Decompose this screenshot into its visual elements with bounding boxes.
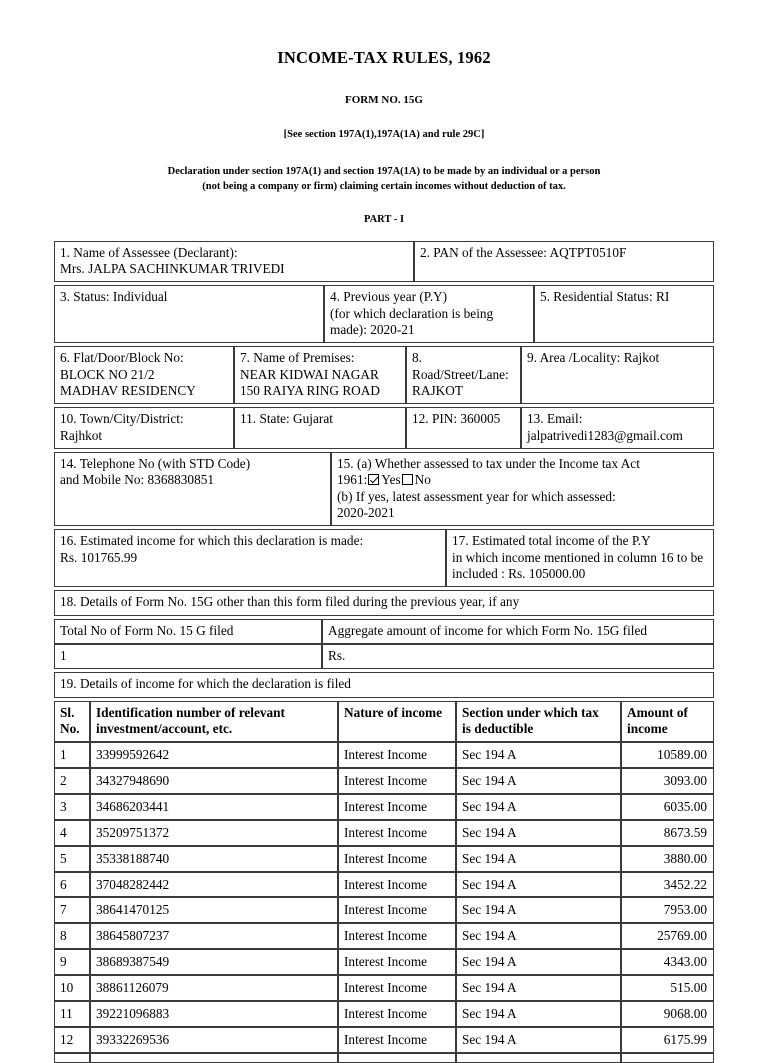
- cell-amount: 10589.00: [621, 742, 714, 768]
- declaration-line-1: Declaration under section 197A(1) and section 197A(1A) to be made by an individual or a person: [167, 165, 601, 177]
- cell-nature: Interest Income: [338, 742, 456, 768]
- form-section-contact-assessment: [54, 452, 714, 526]
- field-4-line-1: 4. Previous year (P.Y): [330, 289, 448, 305]
- cell-identification: 37048282442: [90, 872, 338, 898]
- cell-sl-no: 1: [54, 742, 90, 768]
- cell-section: Sec 194 A: [456, 1001, 621, 1027]
- field-flat-door-block[interactable]: [54, 346, 234, 404]
- field-email[interactable]: [521, 407, 714, 449]
- field-18-col2-header: Aggregate amount of income for which Form No. 15G filed: [322, 619, 714, 644]
- cell-identification: 39221096883: [90, 1001, 338, 1027]
- field-6-label: 6. Flat/Door/Block No:: [60, 350, 184, 366]
- field-10-label: 10. Town/City/District:: [60, 411, 184, 427]
- column-header-nature-of-income: Nature of income: [338, 701, 456, 742]
- field-pan[interactable]: 2. PAN of the Assessee: AQTPT0510F: [414, 241, 714, 283]
- cell-sl-no: 2: [54, 768, 90, 794]
- checkbox-no-label: No: [414, 472, 431, 488]
- cell-section: Sec 194 A: [456, 897, 621, 923]
- field-previous-year[interactable]: [324, 285, 534, 343]
- cell-amount: [621, 1053, 714, 1063]
- field-15a-line-1: 15. (a) Whether assessed to tax under the Income tax Act: [337, 456, 640, 472]
- field-name-of-assessee[interactable]: [54, 241, 414, 283]
- cell-nature: [338, 1053, 456, 1063]
- field-8-label-line-1: 8.: [412, 350, 422, 366]
- cell-nature: Interest Income: [338, 949, 456, 975]
- field-7-value-line-2: 150 RAIYA RING ROAD: [240, 383, 380, 399]
- column-header-amount-line-1: Amount of: [627, 704, 688, 720]
- cell-section: Sec 194 A: [456, 923, 621, 949]
- field-8-label-line-2: Road/Street/Lane:: [412, 366, 509, 382]
- cell-identification: 35338188740: [90, 846, 338, 872]
- field-19-heading: 19. Details of income for which the declaration is filed: [54, 672, 714, 697]
- field-18-col2-value[interactable]: Rs.: [322, 644, 714, 669]
- cell-nature: Interest Income: [338, 897, 456, 923]
- cell-section: Sec 194 A: [456, 794, 621, 820]
- field-6-value-line-1: BLOCK NO 21/2: [60, 366, 155, 382]
- field-18-heading: 18. Details of Form No. 15G other than this form filed during the previous year, if any: [54, 590, 714, 615]
- field-telephone-mobile[interactable]: [54, 452, 331, 526]
- checkbox-no-icon[interactable]: [402, 474, 413, 485]
- table-row[interactable]: [54, 794, 714, 820]
- form-row-18-heading: [54, 590, 714, 615]
- cell-nature: Interest Income: [338, 820, 456, 846]
- field-pin[interactable]: 12. PIN: 360005: [406, 407, 521, 449]
- field-state[interactable]: 11. State: Gujarat: [234, 407, 406, 449]
- cell-amount: 7953.00: [621, 897, 714, 923]
- field-estimated-income-declared[interactable]: [54, 529, 446, 587]
- cell-section: [456, 1053, 621, 1063]
- cell-amount: 8673.59: [621, 820, 714, 846]
- cell-nature: Interest Income: [338, 1027, 456, 1053]
- form-section-address-2: [54, 407, 714, 449]
- form-row-18-values: [54, 644, 714, 669]
- cell-sl-no: 5: [54, 846, 90, 872]
- field-status[interactable]: 3. Status: Individual: [54, 285, 324, 343]
- table-row[interactable]: [54, 846, 714, 872]
- cell-nature: Interest Income: [338, 846, 456, 872]
- field-estimated-total-income[interactable]: [446, 529, 714, 587]
- cell-sl-no: 10: [54, 975, 90, 1001]
- column-header-amount-line-2: income: [627, 720, 668, 736]
- table-row[interactable]: [54, 1027, 714, 1053]
- cell-nature: Interest Income: [338, 768, 456, 794]
- column-header-id-line-1: Identification number of relevant: [96, 704, 285, 720]
- cell-nature: Interest Income: [338, 872, 456, 898]
- cell-amount: 25769.00: [621, 923, 714, 949]
- field-6-value-line-2: MADHAV RESIDENCY: [60, 383, 196, 399]
- cell-identification: 39332269536: [90, 1027, 338, 1053]
- table-row[interactable]: [54, 923, 714, 949]
- income-table-body: [54, 742, 714, 1063]
- field-4-line-2: (for which declaration is being: [330, 305, 494, 321]
- cell-sl-no: 6: [54, 872, 90, 898]
- income-table-head: [54, 701, 714, 742]
- form-row-3-5: [54, 285, 714, 343]
- field-assessed-to-tax[interactable]: [331, 452, 714, 526]
- cell-identification: 38641470125: [90, 897, 338, 923]
- field-10-value: Rajhkot: [60, 427, 103, 443]
- cell-section: Sec 194 A: [456, 820, 621, 846]
- cell-nature: Interest Income: [338, 794, 456, 820]
- field-4-line-3: made): 2020-21: [330, 321, 415, 337]
- cell-nature: Interest Income: [338, 975, 456, 1001]
- table-row[interactable]: [54, 768, 714, 794]
- part-label: PART - I: [363, 214, 405, 226]
- field-13-label: 13. Email:: [527, 411, 583, 427]
- column-header-section: [456, 701, 621, 742]
- cell-identification: 38689387549: [90, 949, 338, 975]
- cell-section: Sec 194 A: [456, 872, 621, 898]
- cell-amount: 3880.00: [621, 846, 714, 872]
- cell-amount: 4343.00: [621, 949, 714, 975]
- cell-amount: 3093.00: [621, 768, 714, 794]
- cell-amount: 6175.99: [621, 1027, 714, 1053]
- cell-section: Sec 194 A: [456, 742, 621, 768]
- see-section-reference: [See section 197A(1),197A(1A) and rule 29C]: [283, 128, 485, 140]
- form-row-18-headers: [54, 619, 714, 644]
- cell-identification: 34327948690: [90, 768, 338, 794]
- form-row-6-9: [54, 346, 714, 404]
- column-header-sl-no: [54, 701, 90, 742]
- page-title: INCOME-TAX RULES, 1962: [277, 48, 491, 67]
- table-row[interactable]: [54, 897, 714, 923]
- field-13-value: jalpatrivedi1283@gmail.com: [527, 427, 683, 443]
- column-header-sl-line-2: No.: [60, 720, 80, 736]
- checkbox-yes-icon[interactable]: [368, 474, 379, 485]
- cell-sl-no: 3: [54, 794, 90, 820]
- field-15b-line-1: (b) If yes, latest assessment year for which assessed:: [337, 488, 616, 504]
- column-header-amount-of-income: [621, 701, 714, 742]
- form-section-18-heading: [54, 590, 714, 615]
- cell-amount: 9068.00: [621, 1001, 714, 1027]
- cell-amount: 3452.22: [621, 872, 714, 898]
- form-row-14-15: [54, 452, 714, 526]
- cell-amount: 6035.00: [621, 794, 714, 820]
- field-14-line-2: and Mobile No: 8368830851: [60, 472, 215, 488]
- cell-nature: Interest Income: [338, 1001, 456, 1027]
- field-road-street-lane[interactable]: [406, 346, 521, 404]
- field-1-label: 1. Name of Assessee (Declarant):: [60, 244, 238, 260]
- form-section-18-table: [54, 619, 714, 670]
- form-row-19-heading: [54, 672, 714, 697]
- field-16-line-1: 16. Estimated income for which this declaration is made:: [60, 533, 364, 549]
- cell-sl-no: 11: [54, 1001, 90, 1027]
- field-16-line-2: Rs. 101765.99: [60, 549, 138, 565]
- cell-section: Sec 194 A: [456, 975, 621, 1001]
- column-header-section-line-2: is deductible: [462, 720, 534, 736]
- field-15a-checkbox-line: [337, 472, 709, 488]
- table-row[interactable]: [54, 1053, 714, 1063]
- field-name-of-premises[interactable]: [234, 346, 406, 404]
- cell-identification: 35209751372: [90, 820, 338, 846]
- form-row-16-17: [54, 529, 714, 587]
- cell-identification: 33999592642: [90, 742, 338, 768]
- form-section-status: [54, 285, 714, 343]
- table-row[interactable]: [54, 975, 714, 1001]
- cell-nature: Interest Income: [338, 923, 456, 949]
- checkbox-yes-label: Yes: [381, 472, 401, 488]
- cell-sl-no: 9: [54, 949, 90, 975]
- field-1-value: Mrs. JALPA SACHINKUMAR TRIVEDI: [60, 260, 285, 276]
- declaration-statement: [0, 164, 768, 194]
- form-section-estimated-income: [54, 529, 714, 587]
- form-body: [54, 241, 714, 1063]
- field-14-line-1: 14. Telephone No (with STD Code): [60, 456, 251, 472]
- field-17-line-1: 17. Estimated total income of the P.Y: [452, 533, 651, 549]
- cell-section: Sec 194 A: [456, 949, 621, 975]
- table-row[interactable]: [54, 1001, 714, 1027]
- column-header-identification-number: [90, 701, 338, 742]
- form-row-10-13: [54, 407, 714, 449]
- table-row[interactable]: [54, 742, 714, 768]
- cell-sl-no: 12: [54, 1027, 90, 1053]
- form-section-19-heading: [54, 672, 714, 697]
- form-section-identity: [54, 241, 714, 283]
- income-details-table: [54, 701, 714, 1063]
- column-header-id-line-2: investment/account, etc.: [96, 720, 233, 736]
- cell-section: Sec 194 A: [456, 1027, 621, 1053]
- cell-sl-no: 7: [54, 897, 90, 923]
- cell-sl-no: [54, 1053, 90, 1063]
- field-15b-value: 2020-2021: [337, 505, 395, 521]
- table-row[interactable]: [54, 872, 714, 898]
- table-row[interactable]: [54, 949, 714, 975]
- field-area-locality[interactable]: 9. Area /Locality: Rajkot: [521, 346, 714, 404]
- cell-identification: 38645807237: [90, 923, 338, 949]
- cell-amount: 515.00: [621, 975, 714, 1001]
- field-7-value-line-1: NEAR KIDWAI NAGAR: [240, 366, 379, 382]
- income-table-header-row: [54, 701, 714, 742]
- table-row[interactable]: [54, 820, 714, 846]
- form-row-1-2: [54, 241, 714, 283]
- field-18-col1-value[interactable]: 1: [54, 644, 322, 669]
- form-section-address-1: [54, 346, 714, 404]
- cell-sl-no: 8: [54, 923, 90, 949]
- form-number: FORM NO. 15G: [345, 93, 423, 106]
- cell-identification: [90, 1053, 338, 1063]
- field-17-line-3: included : Rs. 105000.00: [452, 566, 586, 582]
- cell-identification: 34686203441: [90, 794, 338, 820]
- cell-section: Sec 194 A: [456, 768, 621, 794]
- column-header-section-line-1: Section under which tax: [462, 704, 599, 720]
- declaration-line-2: (not being a company or firm) claiming certain incomes without deduction of tax.: [202, 180, 566, 192]
- cell-section: Sec 194 A: [456, 846, 621, 872]
- document-header: [0, 0, 768, 227]
- field-18-col1-header: Total No of Form No. 15 G filed: [54, 619, 322, 644]
- cell-sl-no: 4: [54, 820, 90, 846]
- field-17-line-2: in which income mentioned in column 16 to be: [452, 549, 704, 565]
- field-town-city-district[interactable]: [54, 407, 234, 449]
- field-7-label: 7. Name of Premises:: [240, 350, 355, 366]
- column-header-sl-line-1: Sl.: [60, 704, 75, 720]
- cell-identification: 38861126079: [90, 975, 338, 1001]
- field-15a-prefix: 1961:: [337, 472, 368, 488]
- field-residential-status[interactable]: 5. Residential Status: RI: [534, 285, 714, 343]
- field-8-value: RAJKOT: [412, 383, 463, 399]
